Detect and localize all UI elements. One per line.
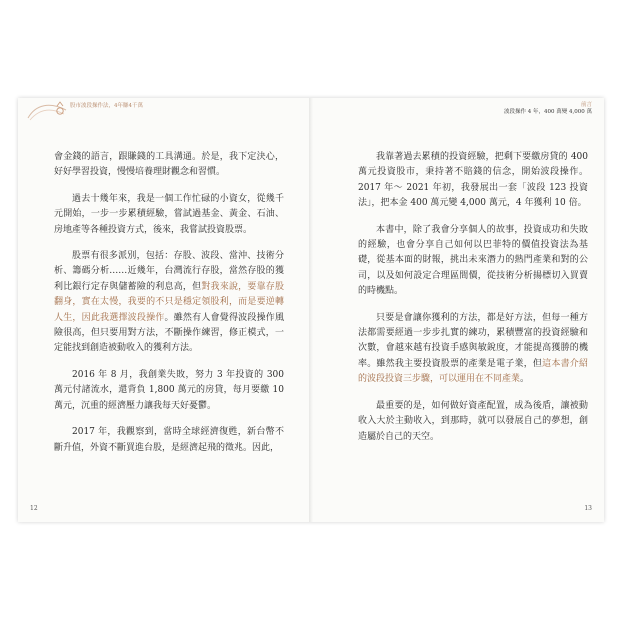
book-spread	[18, 98, 604, 522]
chapter-title: 波段操作 4 年，400 萬變 4,000 萬	[504, 109, 592, 115]
paragraph: 最重要的是，如何做好資產配置，成為後盾，讓被動收入大於主動收入，到那時，就可以發展自己的夢想，創造屬於自己的天空。	[358, 400, 588, 442]
paragraph-text: 。	[520, 374, 530, 385]
paragraph	[358, 311, 588, 388]
page-number-right: 13	[584, 505, 592, 512]
page-number-left: 12	[30, 505, 38, 512]
paragraph: 會金錢的語言，跟賺錢的工具溝通。於是，我下定決心，好好學習投資，慢慢培養理財觀念和習慣。	[54, 152, 284, 178]
right-page	[313, 98, 604, 522]
paragraph: 2017 年，我觀察到，當時全球經濟復甦，新台幣不斷升值，外資不斷買進台股，是經濟起飛的徵兆。因此，	[54, 427, 284, 453]
left-page	[18, 98, 309, 522]
highlighted-text: 對我來說，要靠存股翻身，實在太慢，我要的不只是穩定領股利，而是要逆轉人生，因此我選擇波段操作	[54, 281, 284, 323]
highlighted-text: 這本書介紹的波段投資三步驟，可以運用在不同產業	[358, 358, 588, 385]
paragraph: 2016 年 8 月，我創業失敗，努力 3 年投資的 300 萬元付諸流水，還背負 1,800 萬元的房貸，每月要繳 10 萬元，沉重的經濟壓力讓我每天好憂鬱。	[54, 369, 284, 411]
paragraph-text: 股票有很多派別，包括：存股、波段、當沖、技術分析、籌碼分析……近幾年，台灣流行存股，當然存股的獲利比銀行定存與儲蓄險的利息高，但	[54, 251, 284, 292]
paragraph: 我靠著過去累積的投資經驗，把剩下要繳房貸的 400 萬元投資股市，秉持著不賠錢的信念，開始波段操作。2017 年～ 2021 年初，我發展出一套「波段 123 投資法」，把本金 400 萬元變 4,000 萬元，4 年獲利 10 倍。	[358, 152, 588, 209]
paragraph-text: 只要是會讓你獲利的方法，都是好方法，但每一種方法都需要經過一步步扎實的練功，累積豐富的投資經驗和次數，會越來越有投資手感與敏銳度，才能提高獲勝的機率。雖然我主要投資股票的產業是電子業，但	[358, 312, 588, 369]
chapter-label: 前言	[580, 102, 592, 108]
paragraph	[54, 249, 284, 357]
paragraph: 過去十幾年來，我是一個工作忙碌的小資女，從幾千元開始，一步一步累積經驗，嘗試過基金、黃金、石油、房地產等各種投資方式，後來，我嘗試投資股票。	[54, 193, 284, 235]
running-header-right	[504, 102, 592, 116]
paragraph: 本書中，除了我會分享個人的故事，投資成功和失敗的經驗，也會分享自己如何以巴菲特的價值投資法為基礎，從基本面的財報，挑出未來潛力的熱門產業和對的公司，以及如何設定合理區間價，從技術分析揚標切入買賣的時機點。	[358, 224, 588, 297]
running-header-left	[26, 100, 146, 124]
left-text-column	[54, 150, 284, 467]
decorative-swirl-icon	[26, 100, 68, 124]
left-header-text: 股市波段操作法，4年賺4千萬	[70, 103, 143, 109]
right-text-column	[358, 150, 588, 456]
paragraph-text: 。雖然有人會覺得波段操作風險很高，但只要用對方法，不斷操作練習，修正模式，一定能找到創造被動收入的獲利方法。	[54, 312, 284, 354]
